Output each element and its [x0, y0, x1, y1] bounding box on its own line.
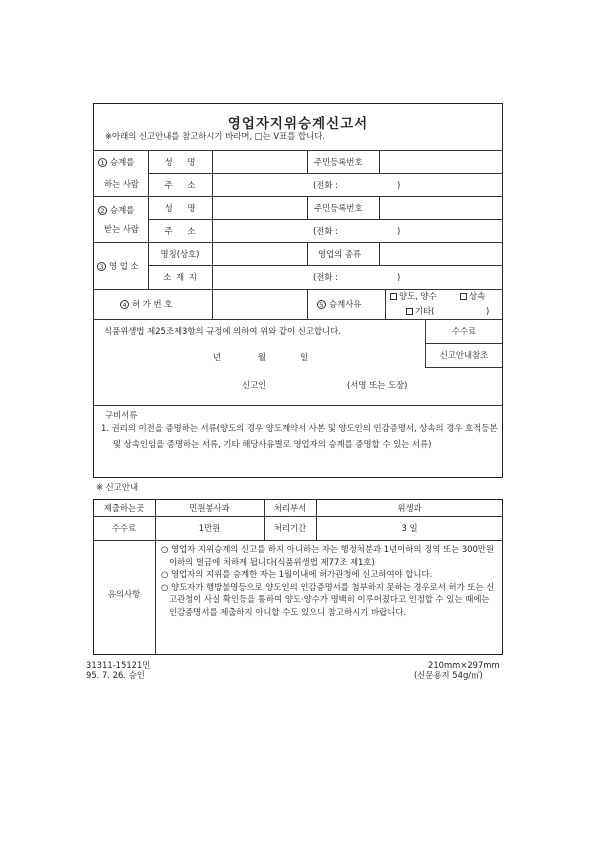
business-phone-close: ) [397, 272, 401, 282]
guide-period-label: 처리기간 [273, 523, 307, 533]
form-title: 영업자지위승계신고서 [227, 116, 369, 132]
business-location-label: 소 재 지 [163, 272, 197, 282]
business-phone-field[interactable] [345, 268, 395, 286]
guide-fee-label: 수수료 [111, 523, 137, 533]
circled-number: 5 [317, 300, 326, 309]
guide-section-title: ※ 신고안내 [96, 482, 139, 492]
fee-value: 신고안내참조 [439, 350, 489, 360]
transferee-rrn-label: 주민등록번호 [314, 203, 363, 213]
note-item: ○ 양도자가 행방불명등으로 양도인의 인감증명서를 첨부하지 못하는 경우로서 허가 또는 신고관청이 사실 확인등을 통하여 양도·양수가 명백히 이루어졌다고 인정할 수 있는 때에는 인감증명서를 제출하지 아니할 수도 있으니 참고하시기 바랍니다. [161, 581, 495, 617]
transferor-label: 1 승계를 [98, 158, 134, 167]
guide-submit-label: 제출하는곳 [103, 503, 145, 513]
license-number-field[interactable] [213, 290, 306, 318]
guide-fee-value: 1만원 [198, 523, 221, 533]
reason-label: 5 승계사유 [317, 300, 361, 309]
transferee-address-field[interactable] [213, 220, 306, 241]
transferor-rrn-label: 주민등록번호 [314, 157, 363, 167]
reason-option-transfer[interactable]: 양도, 양수 [390, 292, 437, 300]
circled-number: 3 [97, 262, 106, 271]
circled-number: 2 [98, 206, 107, 215]
transferee-phone-close: ) [397, 226, 401, 236]
transferee-name-field[interactable] [213, 197, 306, 218]
date-month: 월 [258, 352, 267, 362]
documents-item: 1. 권리의 이전을 증명하는 서류(양도의 경우 양도계약서 사본 및 양도인의 인감증명서, 상속의 경우 호적등본 및 상속인임을 증명하는 서류, 기타 해당사유별로 영업자의 승계를 증명할 수 있는 서류) [101, 423, 498, 449]
transferee-phone-field[interactable] [345, 222, 395, 239]
footer-form-code: 31311-15121민 [86, 660, 151, 670]
transferee-label-line2: 받는 사람 [104, 224, 140, 234]
business-label: 3 영 업 소 [97, 262, 139, 271]
note-item: ○ 영업자의 지위를 승계한 자는 1월이내에 허가관청에 신고하여야 합니다. [161, 569, 433, 579]
transferor-name-field[interactable] [213, 151, 306, 172]
transferor-name-label: 성 명 [164, 157, 196, 167]
date-year: 년 [213, 352, 222, 362]
business-name-label: 명칭(상호) [160, 249, 200, 259]
transferee-name-label: 성 명 [164, 203, 196, 213]
guide-notes-label: 유의사항 [107, 589, 141, 599]
reason-option-inheritance[interactable]: 상속 [460, 292, 485, 300]
license-label: 4 허 가 번 호 [120, 300, 172, 309]
transferor-rrn-field[interactable] [380, 151, 502, 172]
transferee-phone-label: (전화 : [313, 226, 338, 236]
transferor-phone-field[interactable] [345, 176, 395, 193]
guide-dept-label: 처리부서 [273, 503, 307, 513]
note-item: ○ 영업자 지위승계의 신고를 하지 아니하는 자는 행정처분과 1년이하의 징역 또는 300만원이하의 벌금에 처하게 됩니다(식품위생법 제77조 제1호) [161, 544, 494, 567]
business-type-field[interactable] [380, 243, 502, 264]
reason-other-close: ) [486, 306, 490, 316]
business-location-field[interactable] [213, 266, 306, 288]
transferor-address-field[interactable] [213, 174, 306, 195]
transferee-label: 2 승계를 [98, 206, 134, 215]
transferee-rrn-field[interactable] [380, 197, 502, 218]
transferor-phone-close: ) [397, 180, 401, 190]
circled-number: 1 [98, 158, 107, 167]
guide-dept-value: 위생과 [397, 503, 422, 513]
transferee-address-label: 주 소 [164, 226, 196, 236]
checkbox[interactable] [390, 293, 397, 300]
business-phone-label: (전화 : [313, 272, 338, 282]
reporter-label: 신고인 [242, 380, 267, 390]
date-day: 일 [300, 352, 309, 362]
transferor-label-line2: 하는 사람 [104, 179, 140, 189]
declaration-text: 식품위생법 제25조제3항의 규정에 의하여 위와 같이 신고합니다. [104, 326, 341, 336]
footer-approval: 95. 7. 26. 승인 [86, 670, 145, 680]
footer-paper-type: (신문용지 54g/㎡) [414, 670, 483, 680]
circled-number: 4 [120, 300, 129, 309]
guide-submit-value: 민원봉사과 [189, 503, 230, 513]
fee-header: 수수료 [451, 326, 477, 336]
guide-period-value: 3 일 [401, 523, 418, 533]
guide-notes-list [161, 543, 497, 618]
business-name-field[interactable] [213, 243, 306, 264]
business-type-label: 영업의 종류 [318, 249, 362, 259]
form-instruction: ※아래의 신고안내를 참고하시기 바라며, □는 V표를 합니다. [105, 131, 325, 141]
documents-title: 구비서류 [105, 410, 138, 420]
signature-label: (서명 또는 도장) [347, 380, 408, 390]
checkbox[interactable] [460, 293, 467, 300]
transferor-phone-label: (전화 : [313, 180, 338, 190]
reason-option-other[interactable]: 기타( [406, 307, 434, 315]
footer-paper-size: 210mm×297mm [428, 660, 500, 670]
transferor-address-label: 주 소 [164, 180, 196, 190]
checkbox[interactable] [406, 308, 413, 315]
